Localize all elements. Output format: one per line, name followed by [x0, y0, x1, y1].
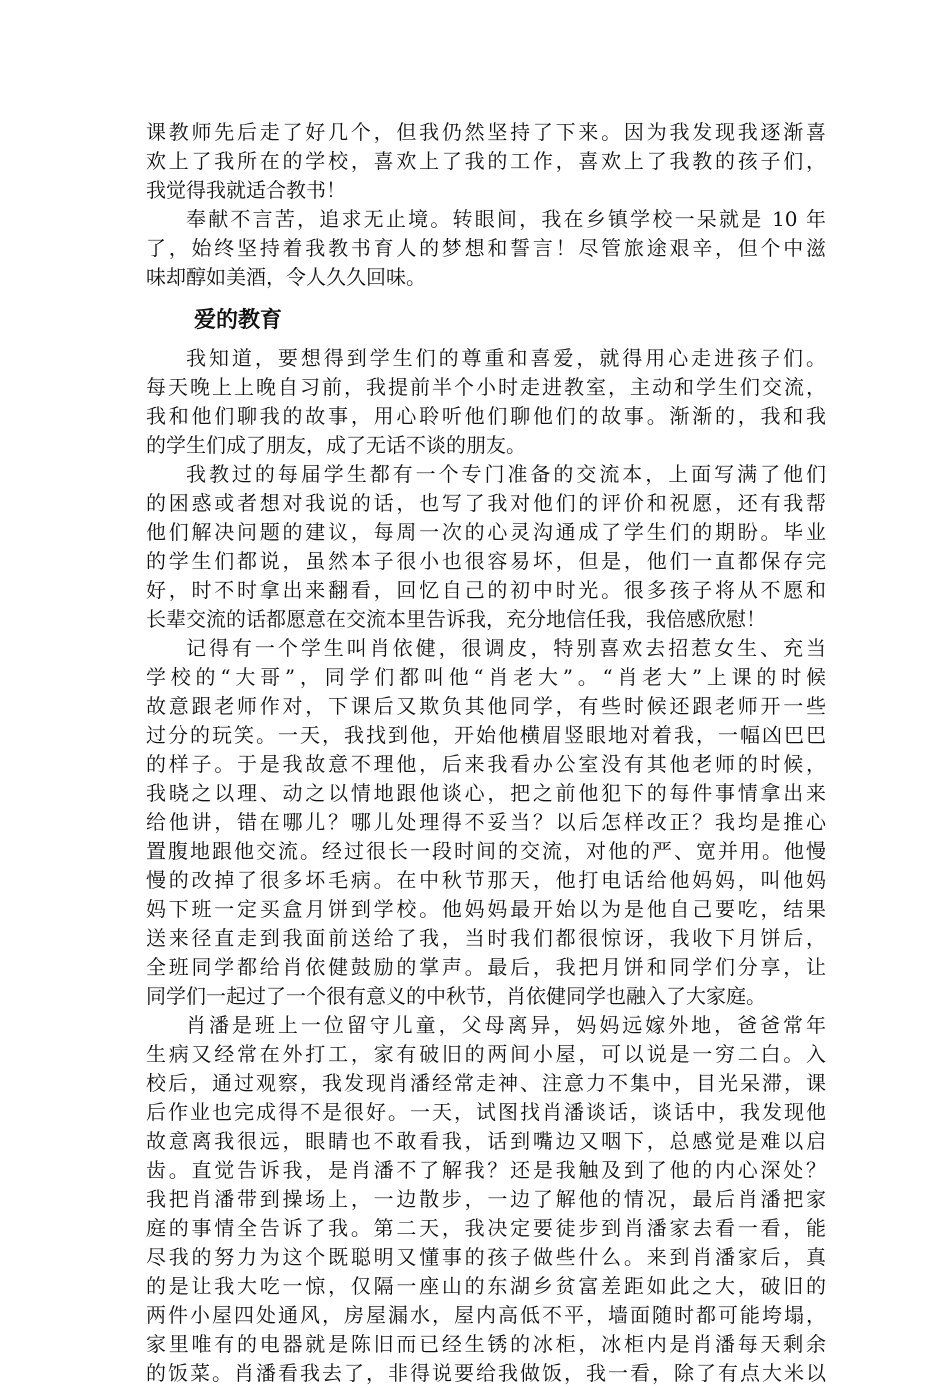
text-line: 每天晚上上晚自习前，我提前半个小时走进教室，主动和学生们交流， — [146, 375, 826, 399]
text-line: 妈下班一定买盒月饼到学校。他妈妈最开始以为是他自己要吃，结果 — [146, 897, 826, 921]
paragraph — [146, 634, 826, 1011]
section-heading: 爱的教育 — [194, 308, 283, 333]
text-line: 肖潘是班上一位留守儿童，父母离异，妈妈远嫁外地，爸爸常年 — [186, 1013, 826, 1037]
paragraph — [146, 344, 826, 460]
text-line: 的困惑或者想对我说的话，也写了我对他们的评价和祝愿，还有我帮 — [146, 491, 826, 515]
text-line: 庭的事情全告诉了我。第二天，我决定要徒步到肖潘家去看一看，能 — [146, 1216, 826, 1240]
text-line: 我知道，要想得到学生们的尊重和喜爱，就得用心走进孩子们。 — [186, 346, 826, 370]
text-line: 同学们一起过了一个很有意义的中秋节，肖依健同学也融入了大家庭。 — [146, 984, 766, 1008]
text-line: 的饭菜。肖潘看我去了，非得说要给我做饭，我一看，除了有点大米以 — [146, 1361, 826, 1385]
text-line: 尽我的努力为这个既聪明又懂事的孩子做些什么。来到肖潘家后，真 — [146, 1245, 826, 1269]
text-line: 欢上了我所在的学校，喜欢上了我的工作，喜欢上了我教的孩子们， — [146, 149, 826, 173]
text-line: 我觉得我就适合教书！ — [146, 178, 346, 202]
text-line: 故意离我很远，眼睛也不敢看我，话到嘴边又咽下，总感觉是难以启 — [146, 1129, 826, 1153]
text-line: 我教过的每届学生都有一个专门准备的交流本，上面写满了他们 — [186, 462, 826, 486]
text-line: 长辈交流的话都愿意在交流本里告诉我，充分地信任我，我倍感欣慰！ — [146, 607, 766, 631]
text-line: 奉献不言苦，追求无止境。转眼间，我在乡镇学校一呆就是 10 年 — [186, 207, 826, 231]
text-line: 齿。直觉告诉我，是肖潘不了解我？还是我触及到了他的内心深处？ — [146, 1158, 826, 1182]
text-line: 我晓之以理、动之以情地跟他谈心，把之前他犯下的每件事情拿出来 — [146, 781, 826, 805]
text-line: 两件小屋四处通风，房屋漏水，屋内高低不平，墙面随时都可能垮塌， — [146, 1303, 826, 1327]
text-line: 他们解决问题的建议，每周一次的心灵沟通成了学生们的期盼。毕业 — [146, 520, 826, 544]
text-line: 的学生们都说，虽然本子很小也很容易坏，但是，他们一直都保存完 — [146, 549, 826, 573]
text-line: 全班同学都给肖依健鼓励的掌声。最后，我把月饼和同学们分享，让 — [146, 955, 826, 979]
text-line: 我和他们聊我的故事，用心聆听他们聊他们的故事。渐渐的，我和我 — [146, 404, 826, 428]
text-line: 我把肖潘带到操场上，一边散步，一边了解他的情况，最后肖潘把家 — [146, 1187, 826, 1211]
text-line: 了，始终坚持着我教书育人的梦想和誓言！尽管旅途艰辛，但个中滋 — [146, 236, 826, 260]
text-line: 学校的“大哥”，同学们都叫他“肖老大”。“肖老大”上课的时候 — [146, 665, 826, 689]
text-line: 记得有一个学生叫肖依健，很调皮，特别喜欢去招惹女生、充当 — [186, 636, 826, 660]
text-line: 味却醇如美酒，令人久久回味。 — [146, 265, 426, 289]
body-text — [146, 118, 826, 1388]
text-line: 的样子。于是我故意不理他，后来我看办公室没有其他老师的时候， — [146, 752, 826, 776]
paragraph — [146, 1011, 826, 1388]
text-line: 生病又经常在外打工，家有破旧的两间小屋，可以说是一穷二白。入 — [146, 1042, 826, 1066]
text-line: 家里唯有的电器就是陈旧而已经生锈的冰柜，冰柜内是肖潘每天剩余 — [146, 1332, 826, 1356]
text-line: 的是让我大吃一惊，仅隔一座山的东湖乡贫富差距如此之大，破旧的 — [146, 1274, 826, 1298]
text-line: 课教师先后走了好几个，但我仍然坚持了下来。因为我发现我逐渐喜 — [146, 120, 826, 144]
text-line: 后作业也完成得不是很好。一天，试图找肖潘谈话，谈话中，我发现他 — [146, 1100, 826, 1124]
text-line: 过分的玩笑。一天，我找到他，开始他横眉竖眼地对着我，一幅凶巴巴 — [146, 723, 826, 747]
text-line: 给他讲，错在哪儿？哪儿处理得不妥当？以后怎样改正？我均是推心 — [146, 810, 826, 834]
text-line: 送来径直走到我面前送给了我，当时我们都很惊讶，我收下月饼后， — [146, 926, 826, 950]
paragraph — [146, 205, 826, 292]
text-line: 置腹地跟他交流。经过很长一段时间的交流，对他的严、宽并用。他慢 — [146, 839, 826, 863]
paragraph — [146, 460, 826, 634]
text-line: 校后，通过观察，我发现肖潘经常走神、注意力不集中，目光呆滞，课 — [146, 1071, 826, 1095]
text-line: 好，时不时拿出来翻看，回忆自己的初中时光。很多孩子将从不愿和 — [146, 578, 826, 602]
text-line: 的学生们成了朋友，成了无话不谈的朋友。 — [146, 433, 526, 457]
text-line: 故意跟老师作对，下课后又欺负其他同学，有些时候还跟老师开一些 — [146, 694, 826, 718]
paragraph — [146, 118, 826, 205]
text-line: 慢的改掉了很多坏毛病。在中秋节那天，他打电话给他妈妈，叫他妈 — [146, 868, 826, 892]
